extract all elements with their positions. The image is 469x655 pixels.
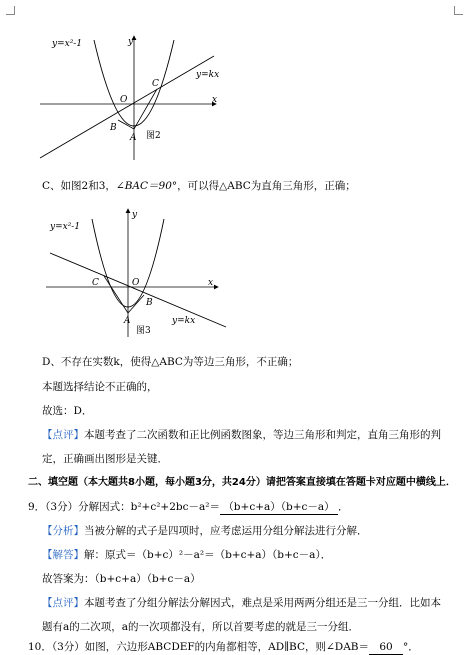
page-corner-mark	[6, 6, 15, 15]
line-y-kx	[40, 56, 214, 158]
q9-solution: 【解答】解：原式＝（b+c）²－a²＝（b+c+a）（b+c－a）．	[42, 549, 332, 561]
segment-ac	[134, 89, 157, 129]
comment-tag: 【点评】	[42, 429, 84, 441]
q9-comment: 【点评】本题考查了分组分解法分解因式，难点是采用两两分组还是三一分组．比如本	[42, 597, 441, 609]
q10-stem: 10．（3分）如图，六边形ABCDEF的内角都相等，AD∥BC，则∠DAB＝ 60 °．	[28, 641, 419, 653]
figure-3	[42, 205, 232, 345]
q9-stem: 9．（3分）分解因式：b²+c²+2bc－a²＝ （b+c+a）（b+c－a） ．	[28, 501, 349, 513]
conclusion-text: 本题选择结论不正确的，	[42, 381, 158, 393]
parabola-label: y=x²-1	[50, 222, 81, 232]
origin-label: O	[120, 95, 128, 105]
page-corner-mark	[454, 6, 463, 15]
figure-2	[36, 32, 226, 172]
point-b-label: B	[146, 298, 153, 308]
comment-8: 【点评】本题考查了二次函数和正比例函数图象，等边三角形和判定，直角三角形的判	[42, 429, 441, 441]
x-axis-label: x	[212, 95, 218, 105]
solution-tag: 【解答】	[42, 549, 84, 561]
point-c-label: C	[152, 79, 159, 89]
point-a-label: A	[124, 316, 131, 326]
point-c-label: C	[92, 278, 99, 288]
segment-ab	[118, 120, 134, 129]
q9-analysis: 【分析】当被分解的式子是四项时，应考虑运用分组分解法进行分解．	[42, 525, 368, 537]
figure-caption: 图3	[136, 326, 151, 336]
analysis-tag: 【分析】	[42, 525, 84, 537]
figure-caption: 图2	[146, 131, 161, 141]
segment-ab	[128, 295, 144, 313]
point-b-label: B	[110, 123, 117, 133]
q9-answer-blank: （b+c+a）（b+c－a）	[220, 500, 338, 515]
q10-answer-blank: 60	[369, 640, 403, 655]
parabola-label: y=x²-1	[52, 39, 83, 49]
comment-tag: 【点评】	[42, 597, 84, 609]
option-c: C、如图2和3，∠BAC＝90°，可以得△ABC为直角三角形，正确；	[42, 180, 356, 192]
q9-comment-cont: 题有a的二次项，a的一次项都没有，所以首要考虑的就是三一分组．	[42, 621, 360, 633]
y-axis-label: y	[128, 37, 134, 47]
x-axis-label: x	[208, 278, 214, 288]
y-axis-label: y	[132, 210, 138, 220]
origin-label: O	[132, 278, 140, 288]
segment-ac	[104, 276, 128, 313]
section-2-heading: 二、填空题（本大题共8小题，每小题3分，共24分）请把答案直接填在答题卡对应题中横线上．	[28, 477, 456, 488]
point-a-label: A	[130, 133, 137, 143]
line-label: y=kx	[172, 316, 196, 326]
option-d: D、不存在实数k，使得△ABC为等边三角形，不正确；	[42, 356, 299, 368]
comment-8-cont: 定，正确画出图形是关键．	[42, 453, 168, 465]
answer-text: 故选：D．	[42, 405, 93, 417]
q9-answer: 故答案为：（b+c+a）（b+c－a）	[42, 573, 201, 585]
line-y-kx	[50, 253, 226, 327]
line-label: y=kx	[196, 70, 220, 80]
